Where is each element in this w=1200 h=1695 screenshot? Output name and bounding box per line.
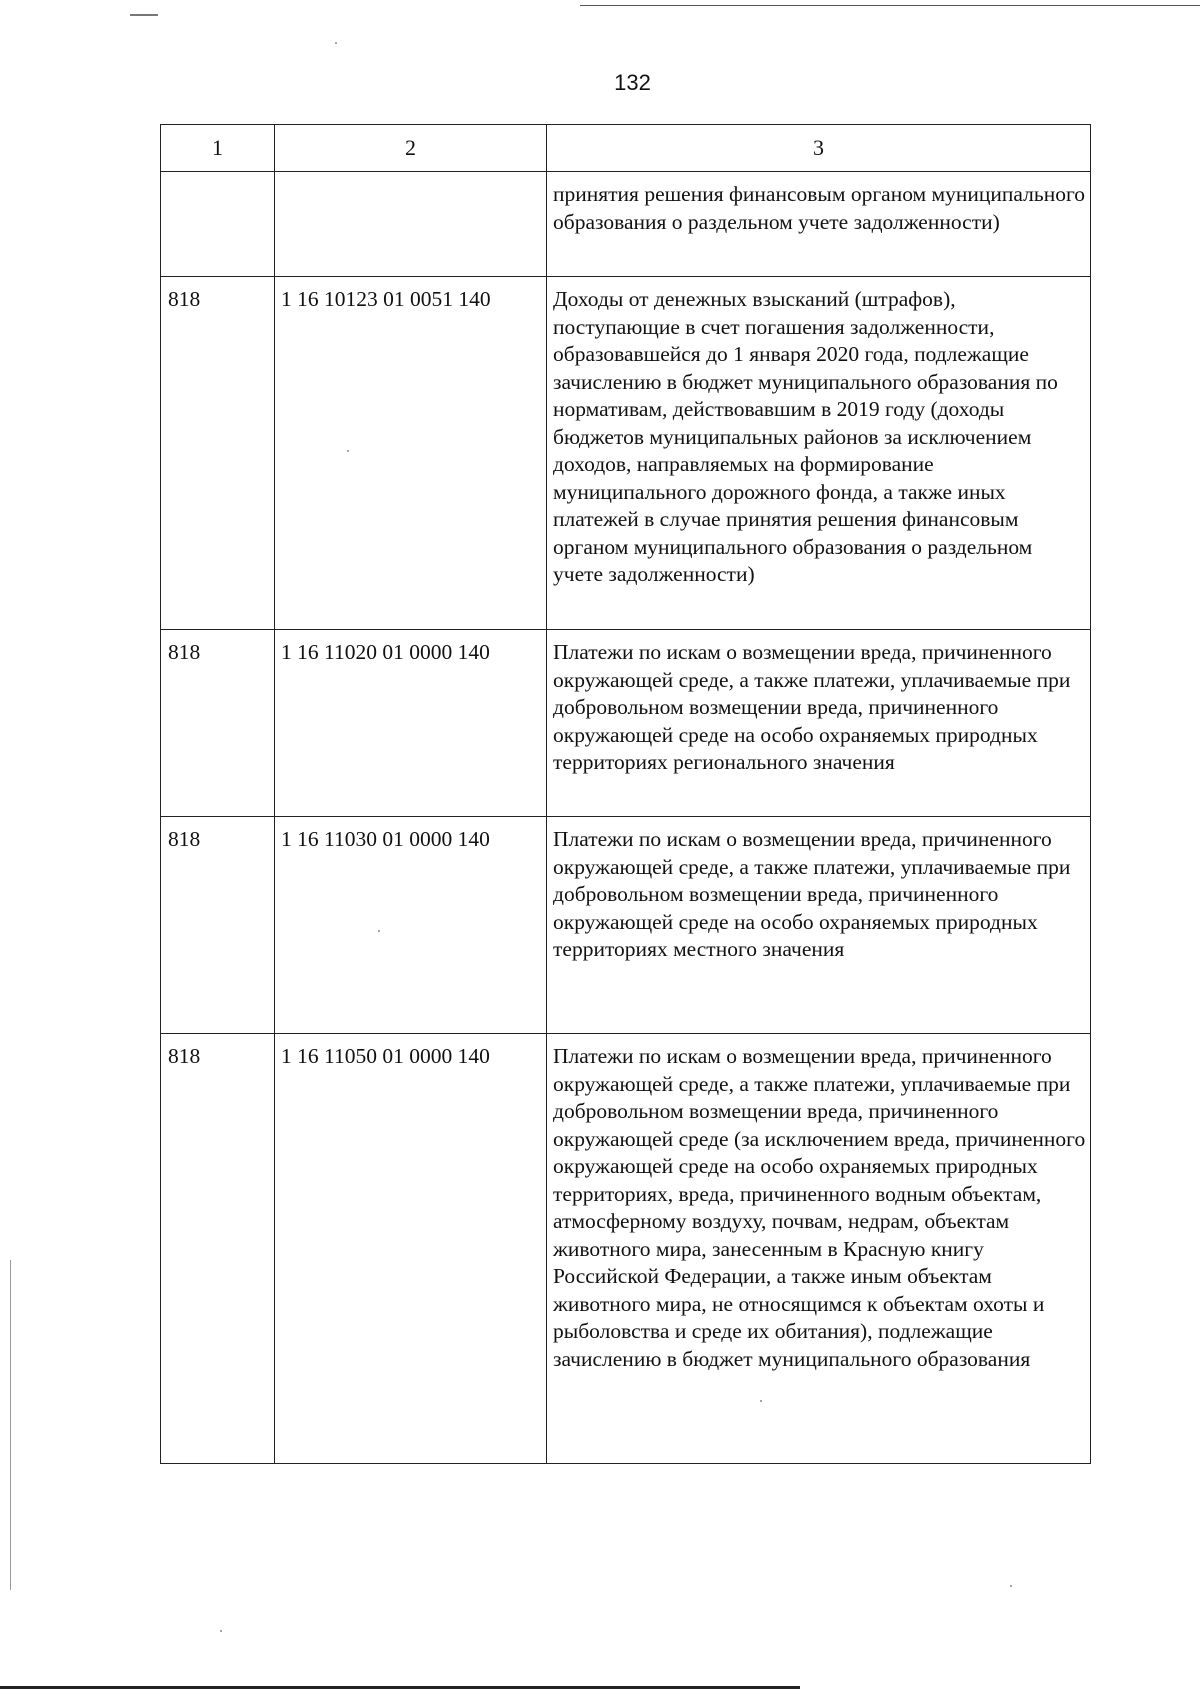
table-row xyxy=(161,172,1091,277)
column-header-3: 3 xyxy=(547,125,1091,172)
column-header-2: 2 xyxy=(275,125,547,172)
scan-speck xyxy=(760,1400,762,1402)
scan-speck xyxy=(220,1630,222,1632)
budget-code-cell: 1 16 10123 01 0051 140 xyxy=(275,277,547,630)
description-cell: Доходы от денежных взысканий (штрафов), поступающие в счет погашения задолженности, образовавшейся до 1 января 2020 года, подлежащие зачислению в бюджет муниципального образования по нормативам, действовавшим в 2019 году (доходы бюджетов муниципальных районов за исключением доходов, направляемых на формирование муниципального дорожного фонда, а также иных платежей в случае принятия решения финансовым органом муниципального образования о раздельном учете задолженности) xyxy=(547,277,1091,630)
budget-code-cell: 1 16 11020 01 0000 140 xyxy=(275,630,547,817)
scan-top-dash xyxy=(130,14,158,16)
admin-code-cell: 818 xyxy=(161,277,275,630)
admin-code-cell xyxy=(161,172,275,277)
table-row xyxy=(161,277,1091,630)
admin-code-cell: 818 xyxy=(161,817,275,1034)
scan-speck xyxy=(347,450,349,452)
budget-codes-table xyxy=(160,124,1091,1464)
page-number: 132 xyxy=(614,70,651,95)
scan-speck xyxy=(378,930,380,932)
scan-bottom-line xyxy=(0,1686,800,1689)
budget-code-cell xyxy=(275,172,547,277)
column-header-1: 1 xyxy=(161,125,275,172)
scan-left-edge xyxy=(10,1260,11,1590)
budget-code-cell: 1 16 11050 01 0000 140 xyxy=(275,1034,547,1464)
table-row xyxy=(161,817,1091,1034)
admin-code-cell: 818 xyxy=(161,630,275,817)
budget-code-cell: 1 16 11030 01 0000 140 xyxy=(275,817,547,1034)
description-cell: принятия решения финансовым органом муниципального образования о раздельном учете задолженности) xyxy=(547,172,1091,277)
scan-top-line xyxy=(580,5,1200,6)
description-cell: Платежи по искам о возмещении вреда, причиненного окружающей среде, а также платежи, уплачиваемые при добровольном возмещении вреда, причиненного окружающей среде на особо охраняемых природных территориях местного значения xyxy=(547,817,1091,1034)
admin-code-cell: 818 xyxy=(161,1034,275,1464)
description-cell: Платежи по искам о возмещении вреда, причиненного окружающей среде, а также платежи, уплачиваемые при добровольном возмещении вреда, причиненного окружающей среде (за исключением вреда, причиненного окружающей среде на особо охраняемых природных территориях, вреда, причиненного водным объектам, атмосферному воздуху, почвам, недрам, объектам животного мира, занесенным в Красную книгу Российской Федерации, а также иным объектам животного мира, не относящимся к объектам охоты и рыболовства и среде их обитания), подлежащие зачислению в бюджет муниципального образования xyxy=(547,1034,1091,1464)
table-row xyxy=(161,630,1091,817)
table-header-row xyxy=(161,125,1091,172)
scan-speck xyxy=(1010,1585,1012,1587)
description-cell: Платежи по искам о возмещении вреда, причиненного окружающей среде, а также платежи, уплачиваемые при добровольном возмещении вреда, причиненного окружающей среде на особо охраняемых природных территориях регионального значения xyxy=(547,630,1091,817)
scan-speck xyxy=(335,42,337,44)
table-row xyxy=(161,1034,1091,1464)
